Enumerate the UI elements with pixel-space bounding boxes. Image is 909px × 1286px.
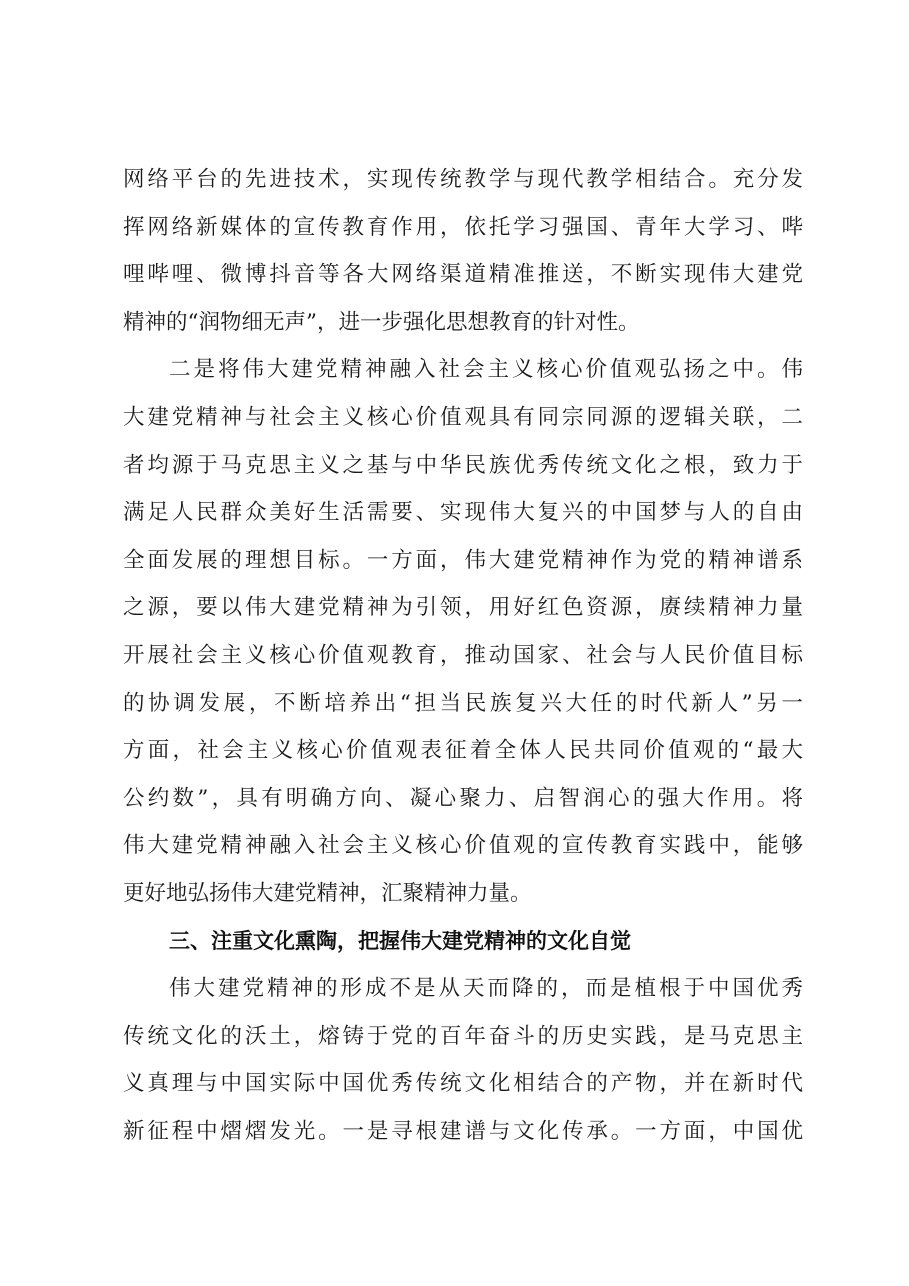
section-heading: 三、注重文化熏陶，把握伟大建党精神的文化自觉: [169, 928, 631, 953]
paragraph-first-line: 二是将伟大建党精神融入社会主义核心价值观弘扬之中。伟: [169, 357, 803, 383]
text-line: 更好地弘扬伟大建党精神，汇聚精神力量。: [123, 880, 532, 906]
text-line: 全面发展的理想目标。一方面，伟大建党精神作为党的精神谱系: [123, 547, 803, 573]
text-line: 哩哔哩、微博抖音等各大网络渠道精准推送，不断实现伟大建党: [123, 262, 803, 288]
text-line: 公约数”，具有明确方向、凝心聚力、启智润心的强大作用。将: [123, 785, 803, 811]
text-line: 大建党精神与社会主义核心价值观具有同宗同源的逻辑关联，二: [123, 404, 803, 430]
text-line: 的协调发展，不断培养出“担当民族复兴大任的时代新人”另一: [123, 690, 803, 716]
text-line: 传统文化的沃土，熔铸于党的百年奋斗的历史实践，是马克思主: [123, 1023, 803, 1049]
text-line: 挥网络新媒体的宣传教育作用，依托学习强国、青年大学习、哔: [123, 214, 803, 240]
text-line: 伟大建党精神融入社会主义核心价值观的宣传教育实践中，能够: [123, 833, 803, 859]
text-line: 网络平台的先进技术，实现传统教学与现代教学相结合。充分发: [123, 167, 803, 192]
text-line: 开展社会主义核心价值观教育，推动国家、社会与人民价值目标: [123, 642, 803, 668]
text-line: 者均源于马克思主义之基与中华民族优秀传统文化之根，致力于: [123, 452, 803, 478]
text-line: 之源，要以伟大建党精神为引领，用好红色资源，赓续精神力量: [123, 595, 803, 621]
paragraph-first-line: 伟大建党精神的形成不是从天而降的，而是植根于中国优秀: [169, 976, 803, 1002]
text-line: 新征程中熠熠发光。一是寻根建谱与文化传承。一方面，中国优: [123, 1118, 803, 1144]
text-line: 方面，社会主义核心价值观表征着全体人民共同价值观的“最大: [123, 738, 803, 764]
body-text: [123, 156, 803, 1155]
text-line: 满足人民群众美好生活需要、实现伟大复兴的中国梦与人的自由: [123, 500, 803, 526]
text-line: 义真理与中国实际中国优秀传统文化相结合的产物，并在新时代: [123, 1071, 803, 1097]
text-line: 精神的“润物细无声”，进一步强化思想教育的针对性。: [123, 309, 640, 335]
